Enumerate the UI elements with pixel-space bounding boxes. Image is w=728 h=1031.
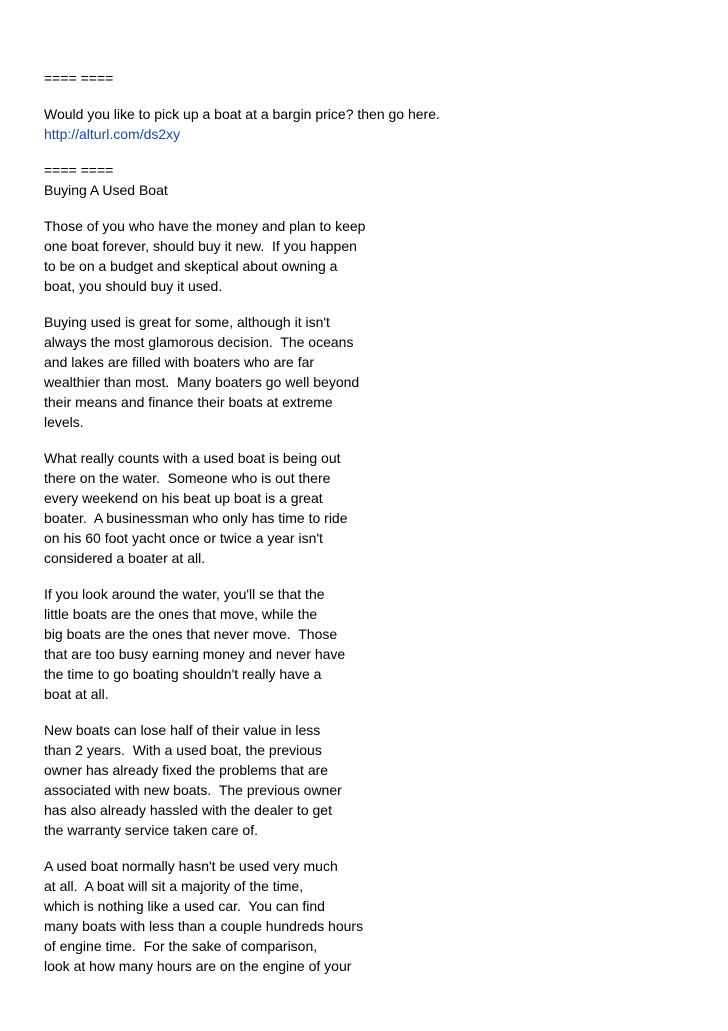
paragraph-line: look at how many hours are on the engine of your: [44, 958, 352, 974]
paragraph-line: at all. A boat will sit a majority of the time,: [44, 878, 304, 894]
paragraph-line: wealthier than most. Many boaters go well beyond: [44, 374, 360, 390]
paragraph-line: every weekend on his beat up boat is a great: [44, 490, 323, 506]
article-body: [44, 200, 704, 976]
paragraph-line: big boats are the ones that never move. Those: [44, 626, 338, 642]
paragraph-line: boat at all.: [44, 686, 109, 702]
paragraph-line: the warranty service taken care of.: [44, 822, 258, 838]
paragraph-line: little boats are the ones that move, while the: [44, 606, 318, 622]
paragraph-line: A used boat normally hasn't be used very much: [44, 858, 338, 874]
separator-line: ==== ====: [44, 70, 114, 86]
paragraph-line: associated with new boats. The previous owner: [44, 782, 342, 798]
paragraph-line: owner has already fixed the problems that are: [44, 762, 329, 778]
paragraph: [44, 856, 704, 976]
paragraph-line: to be on a budget and skeptical about owning a: [44, 258, 338, 274]
blank-line: [44, 144, 704, 160]
paragraph-line: always the most glamorous decision. The oceans: [44, 334, 354, 350]
blank-line: [44, 200, 704, 216]
paragraph-line: one boat forever, should buy it new. If you happen: [44, 238, 357, 254]
promo-link[interactable]: http://alturl.com/ds2xy: [44, 126, 181, 142]
paragraph-line: boat, you should buy it used.: [44, 278, 223, 294]
paragraph: [44, 216, 704, 296]
paragraph-line: boater. A businessman who only has time to ride: [44, 510, 348, 526]
paragraph-line: If you look around the water, you'll se that the: [44, 586, 325, 602]
blank-line: [44, 296, 704, 312]
paragraph: [44, 312, 704, 432]
paragraph-line: levels.: [44, 414, 84, 430]
paragraph-line: and lakes are filled with boaters who are far: [44, 354, 315, 370]
paragraph-line: on his 60 foot yacht once or twice a year isn't: [44, 530, 323, 546]
paragraph-line: What really counts with a used boat is being out: [44, 450, 341, 466]
blank-line: [44, 568, 704, 584]
paragraph: [44, 448, 704, 568]
paragraph-line: has also already hassled with the dealer to get: [44, 802, 332, 818]
paragraph: [44, 720, 704, 840]
blank-line: [44, 704, 704, 720]
paragraph-line: that are too busy earning money and never have: [44, 646, 346, 662]
paragraph-line: than 2 years. With a used boat, the previous: [44, 742, 322, 758]
paragraph-line: which is nothing like a used car. You can find: [44, 898, 325, 914]
paragraph-line: Buying used is great for some, although it isn't: [44, 314, 330, 330]
paragraph-line: considered a boater at all.: [44, 550, 206, 566]
paragraph-line: the time to go boating shouldn't really have a: [44, 666, 322, 682]
blank-line: [44, 88, 704, 104]
paragraph-line: New boats can lose half of their value in less: [44, 722, 321, 738]
article-title: Buying A Used Boat: [44, 182, 168, 198]
paragraph: [44, 584, 704, 704]
intro-text: Would you like to pick up a boat at a bargin price? then go here.: [44, 106, 440, 122]
paragraph-line: their means and finance their boats at extreme: [44, 394, 333, 410]
paragraph-line: Those of you who have the money and plan to keep: [44, 218, 366, 234]
paragraph-line: there on the water. Someone who is out there: [44, 470, 331, 486]
paragraph-line: of engine time. For the sake of comparison,: [44, 938, 318, 954]
blank-line: [44, 840, 704, 856]
document-page: [44, 68, 704, 976]
separator-line: ==== ====: [44, 162, 114, 178]
paragraph-line: many boats with less than a couple hundreds hours: [44, 918, 364, 934]
blank-line: [44, 432, 704, 448]
